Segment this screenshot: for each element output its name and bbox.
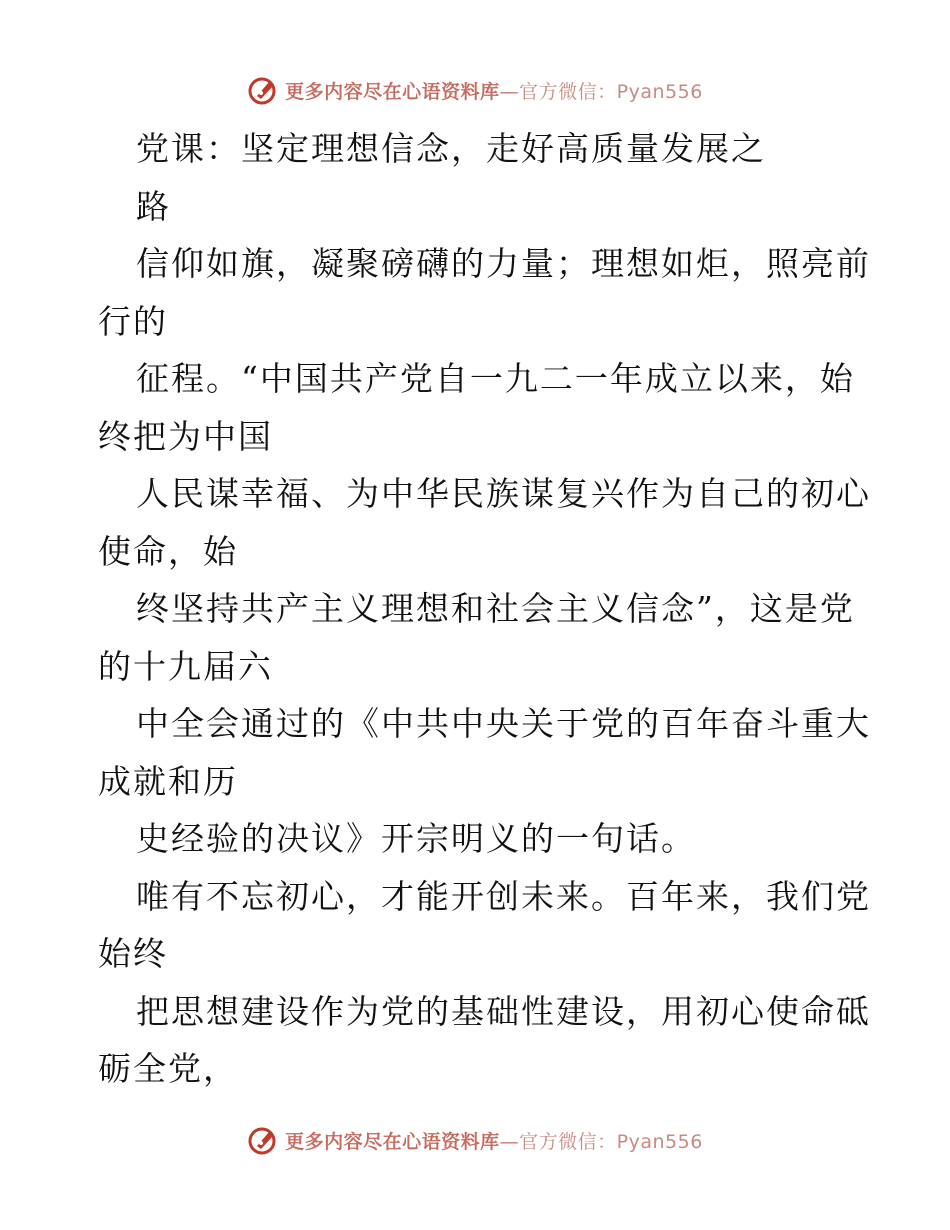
document-line: 行的 xyxy=(98,301,168,341)
footer-contact: 官方微信：Pyan556 xyxy=(519,1130,703,1153)
footer-brand: 更多内容尽在心语资料库 xyxy=(285,1130,500,1153)
document-line: 人民谋幸福、为中华民族谋复兴作为自己的初心 xyxy=(136,474,871,513)
header-contact: 官方微信：Pyan556 xyxy=(519,80,703,103)
document-line: 砺全党， xyxy=(98,1049,238,1088)
document-line: 使命，始 xyxy=(98,531,238,571)
pen-nib-circle-icon xyxy=(247,74,279,106)
header-brand: 更多内容尽在心语资料库 xyxy=(285,80,500,103)
footer-separator: — xyxy=(499,1130,520,1153)
document-title-line: 党课：坚定理想信念，走好高质量发展之 xyxy=(136,129,766,168)
document-line: 路 xyxy=(136,186,171,226)
document-line: 终把为中国 xyxy=(98,416,273,456)
pen-nib-circle-icon xyxy=(247,1124,279,1156)
document-line: 中全会通过的《中共中央关于党的百年奋斗重大 xyxy=(136,704,871,743)
footer-banner-text xyxy=(285,1127,703,1154)
document-line: 信仰如旗，凝聚磅礴的力量；理想如炬，照亮前 xyxy=(136,244,871,283)
header-banner-text xyxy=(285,77,703,104)
header-separator: — xyxy=(499,80,520,103)
footer-banner xyxy=(0,1120,950,1160)
document-line: 始终 xyxy=(98,934,168,973)
document-line: 把思想建设作为党的基础性建设，用初心使命砥 xyxy=(136,991,871,1031)
document-line: 成就和历 xyxy=(98,761,238,801)
document-line: 的十九届六 xyxy=(98,646,273,686)
document-body xyxy=(98,120,871,1098)
document-line: 征程。“中国共产党自一九二一年成立以来，始 xyxy=(136,359,855,398)
document-line: 唯有不忘初心，才能开创未来。百年来，我们党 xyxy=(136,876,871,916)
document-line: 史经验的决议》开宗明义的一句话。 xyxy=(136,819,696,858)
document-line: 终坚持共产主义理想和社会主义信念”，这是党 xyxy=(136,589,855,628)
header-banner xyxy=(0,70,950,110)
